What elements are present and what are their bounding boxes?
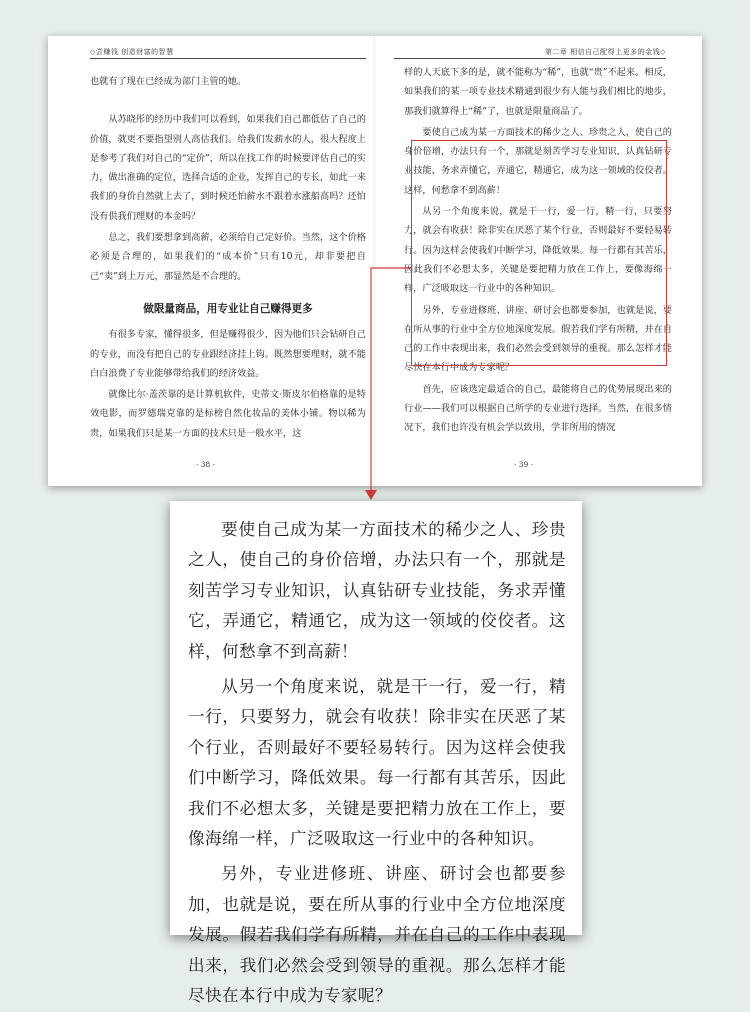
right-head-rule bbox=[394, 58, 666, 59]
paragraph: 从苏晓彤的经历中我们可以看到，如果我们自己都低估了自己的价值，就更不要指望别人高估我们。给我们发薪水的人，很大程度上是参考了我们对自己的“定价”，所以在找工作的时候要评估自己的实力，做出准确的定位，选择合适的企业，发挥自己的专长，如此一来我们的身价自然就上去了，到时候还怕薪水不跟着水涨船高吗？还怕没有供我们理财的本金吗？ bbox=[90, 114, 366, 222]
section-title: 做限量商品，用专业让自己赚得更多 bbox=[143, 302, 313, 315]
highlight-box bbox=[411, 140, 667, 366]
left-head-rule bbox=[90, 58, 366, 59]
right-page-number: · 39 · bbox=[514, 460, 534, 469]
zoom-paragraph: 从另一个角度来说，就是干一行，爱一行，精一行，只要努力，就会有收获！除非实在厌恶了某个行业，否则最好不要轻易转行。因为这样会使我们中断学习，降低效果。每一行都有其苦乐，因此我们不必想太多，关键是要把精力放在工作上，要像海绵一样，广泛吸取这一行业中的各种知识。 bbox=[188, 677, 566, 849]
paragraph: 要使自己成为某一方面技术的稀少之人、珍贵之人，使自己的身价倍增，办法只有一个，那就是刻苦学习专业知识，认真钻研专业技能，务求弄懂它，弄通它，精通它，成为这一领域的佼佼者。这样，何愁拿不到高薪！ bbox=[404, 126, 672, 196]
zoomed-excerpt bbox=[170, 501, 582, 1006]
left-page bbox=[48, 36, 374, 486]
arrow-head-icon bbox=[365, 490, 377, 500]
paragraph: 从另一个角度来说，就是干一行，爱一行，精一行，只要努力，就会有收获！除非实在厌恶了某个行业，否则最好不要轻易转行。因为这样会使我们中断学习，降低效果。每一行都有其苦乐，因此我们不必想太多，关键是要把精力放在工作上，要像海绵一样，广泛吸取这一行业中的各种知识。 bbox=[404, 206, 672, 295]
paragraph: 样的人天底下多的是，就不能称为“稀”，也就“贵”不起来。相反，如果我们的某一项专业技术精通到很少有人能与我们相比的地步，那我们就算得上“稀”了，也就是限量商品了。 bbox=[404, 67, 672, 117]
paragraph: 另外，专业进修班、讲座、研讨会也都要参加，也就是说，要在所从事的行业中全方位地深度发展。假若我们学有所精，并在自己的工作中表现出来，我们必然会受到领导的重视。那么怎样才能尽快在本行中成为专家呢？ bbox=[404, 304, 672, 374]
left-page-number: · 38 · bbox=[196, 460, 216, 469]
left-running-head: ◇尝赚钱 创造财富的智慧 bbox=[90, 48, 174, 56]
left-page-body bbox=[90, 72, 366, 443]
paragraph: 也就有了现在已经成为部门主管的她。 bbox=[90, 76, 247, 87]
paragraph: 有很多专家，懂得很多，但是赚得很少，因为他们只会钻研自己的专业，而没有把自己的专业跟经济挂上钩。既然想要理财，就不能白白浪费了专业能够带给我们的经济效益。 bbox=[90, 329, 366, 379]
paragraph: 首先，应该选定最适合的自己，最能将自己的优势展现出来的行业——我们可以根据自己所学的专业进行选择。当然，在很多情况下，我们也许没有机会学以致用，学非所用的情况 bbox=[404, 383, 672, 434]
paragraph: 就像比尔·盖茨靠的是计算机软件，史蒂文·斯皮尔伯格靠的是特效电影，而罗德瑞克靠的是标榜自然化妆品的美体小铺。物以稀为贵，如果我们只是某一方面的技术只是一般水平，这 bbox=[90, 389, 366, 439]
zoom-paragraph: 要使自己成为某一方面技术的稀少之人、珍贵之人，使自己的身价倍增，办法只有一个，那就是刻苦学习专业知识，认真钻研专业技能，务求弄懂它，弄通它，精通它，成为这一领域的佼佼者。这样，何愁拿不到高薪！ bbox=[188, 520, 566, 661]
paragraph: 总之，我们要想拿到高薪，必须给自己定好价。当然，这个价格必须是合理的，如果我们的“成本价”只有10元，却非要把自己“卖”到上万元，那显然是不合理的。 bbox=[90, 232, 366, 282]
zoomed-excerpt-body bbox=[188, 515, 566, 1012]
right-running-head: 第二章 相信自己配得上更多的金钱◇ bbox=[544, 48, 666, 56]
zoom-paragraph: 另外，专业进修班、讲座、研讨会也都要参加，也就是说，要在所从事的行业中全方位地深度发展。假若我们学有所精，并在自己的工作中表现出来，我们必然会受到领导的重视。那么怎样才能尽快在本行中成为专家呢？ bbox=[188, 864, 566, 1006]
